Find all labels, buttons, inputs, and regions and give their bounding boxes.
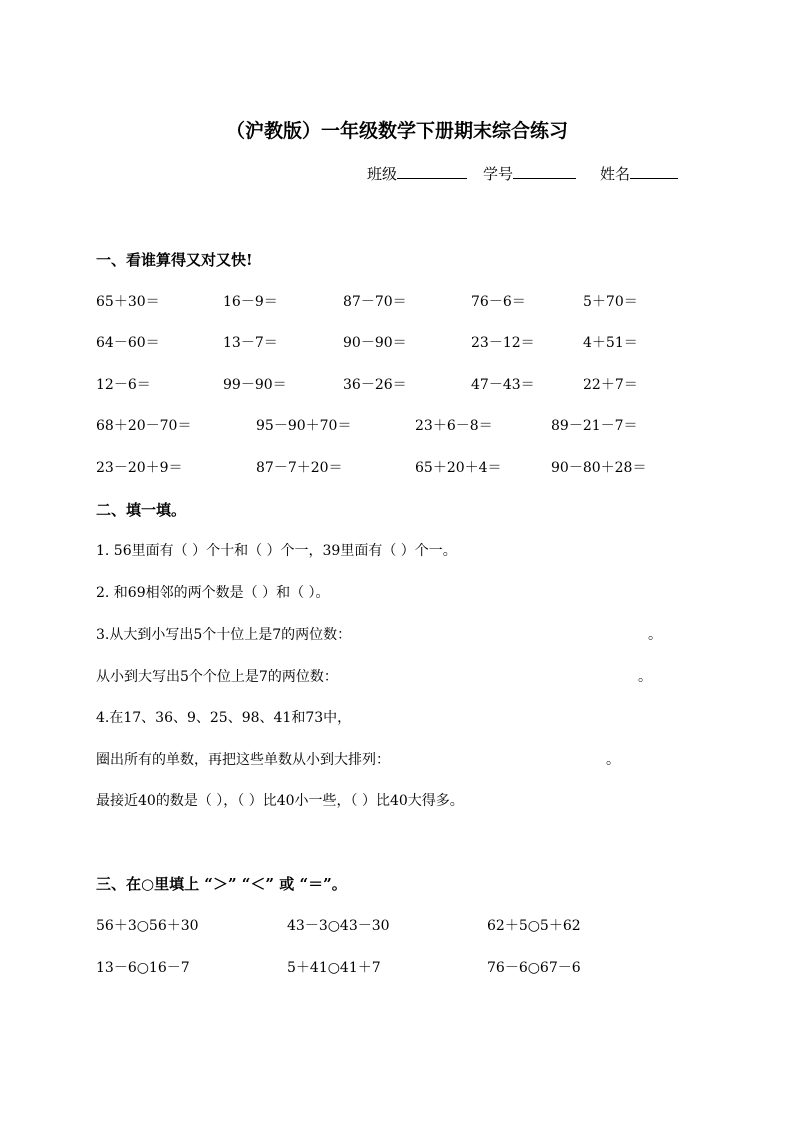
compare-cell: 13－6○16－7 — [96, 960, 190, 976]
answer-period: 。 — [606, 752, 620, 768]
problem-cell: 76－6＝ — [471, 294, 526, 310]
compare-cell: 43－3○43－30 — [287, 918, 390, 934]
fill-question-3b: 从小到大写出5个个位上是7的两位数： — [96, 669, 338, 685]
class-blank — [397, 164, 467, 179]
problem-cell: 87－7＋20＝ — [256, 460, 343, 476]
fill-question-4b: 最接近40的数是（ ），（ ）比40小一些，（ ）比40大得多。 — [96, 793, 464, 809]
problem-cell: 13－7＝ — [223, 335, 278, 351]
section3-heading: 三、在○里填上 “＞” “＜” 或 “＝”。 — [96, 875, 347, 893]
name-blank — [630, 164, 678, 179]
compare-cell: 76－6○67－6 — [487, 960, 581, 976]
problem-cell: 16－9＝ — [223, 294, 278, 310]
page-title: （沪教版）一年级数学下册期末综合练习 — [225, 120, 568, 142]
fill-question-4a: 圈出所有的单数，再把这些单数从小到大排列： — [96, 752, 390, 768]
compare-cell: 5＋41○41＋7 — [287, 960, 381, 976]
problem-cell: 4＋51＝ — [583, 335, 638, 351]
compare-cell: 56＋3○56＋30 — [96, 918, 199, 934]
compare-cell: 62＋5○5＋62 — [487, 918, 581, 934]
student-info — [367, 163, 678, 184]
section1-heading: 一、看谁算得又对又快! — [96, 251, 253, 269]
class-label: 班级 — [367, 165, 398, 183]
problem-cell: 99－90＝ — [223, 377, 287, 393]
fill-question-3a: 3.从大到小写出5个十位上是7的两位数： — [96, 627, 352, 643]
section2-heading: 二、填一填。 — [96, 501, 187, 519]
problem-cell: 89－21－7＝ — [551, 418, 638, 434]
number-blank — [513, 164, 576, 179]
name-label: 姓名 — [600, 165, 631, 183]
problem-cell: 64－60＝ — [96, 335, 160, 351]
problem-cell: 90－90＝ — [343, 335, 407, 351]
problem-cell: 65＋20＋4＝ — [415, 460, 502, 476]
fill-question-1: 1. 56里面有（ ）个十和（ ）个一，39里面有（ ）个一。 — [96, 543, 457, 559]
problem-cell: 12－6＝ — [96, 377, 151, 393]
answer-period: 。 — [648, 627, 662, 643]
answer-period: 。 — [638, 669, 652, 685]
problem-cell: 95－90＋70＝ — [256, 418, 352, 434]
problem-cell: 90－80＋28＝ — [551, 460, 647, 476]
fill-question-2: 2. 和69相邻的两个数是（ ）和（ ）。 — [96, 585, 330, 601]
problem-cell: 5＋70＝ — [583, 294, 638, 310]
number-label: 学号 — [483, 165, 514, 183]
problem-cell: 23－12＝ — [471, 335, 535, 351]
problem-cell: 22＋7＝ — [583, 377, 638, 393]
problem-cell: 23－20＋9＝ — [96, 460, 183, 476]
problem-cell: 65＋30＝ — [96, 294, 160, 310]
fill-question-4: 4.在17、36、9、25、98、41和73中， — [96, 710, 352, 726]
problem-cell: 68＋20－70＝ — [96, 418, 192, 434]
problem-cell: 23＋6－8＝ — [415, 418, 493, 434]
problem-cell: 36－26＝ — [343, 377, 407, 393]
problem-cell: 87－70＝ — [343, 294, 407, 310]
problem-cell: 47－43＝ — [471, 377, 535, 393]
